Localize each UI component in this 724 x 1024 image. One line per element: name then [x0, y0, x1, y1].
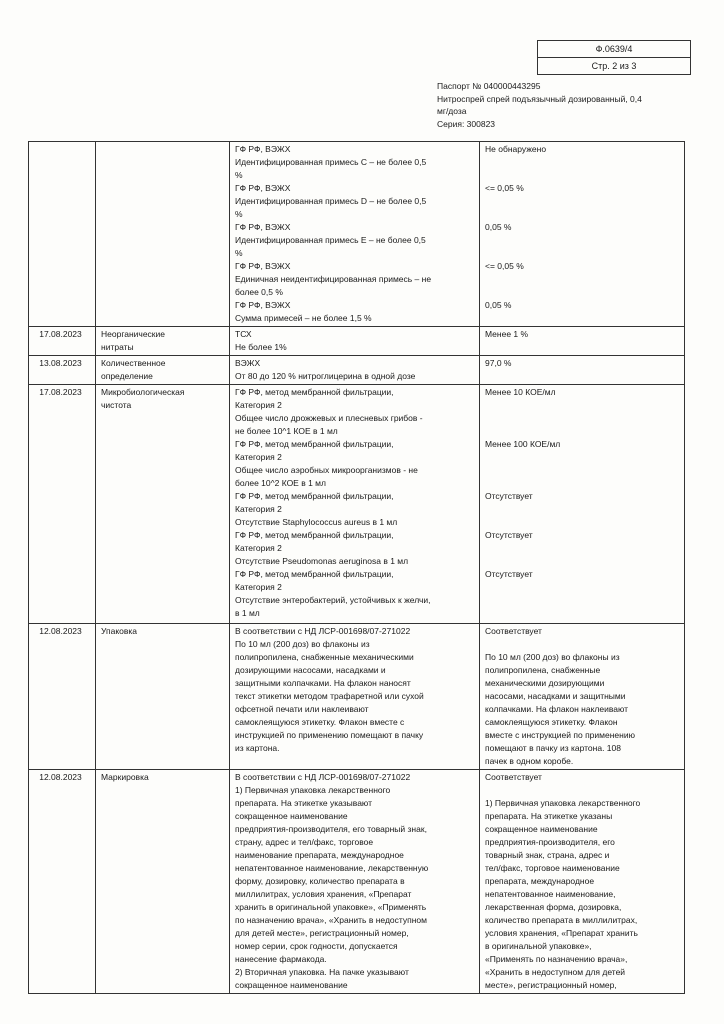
row-date: 17.08.2023: [29, 327, 96, 356]
row-test: Маркировка: [96, 770, 230, 994]
passport-header: [437, 80, 647, 130]
series-number: Серия: 300823: [437, 118, 496, 129]
row-requirement: В соответствии с НД ЛСР-001698/07-271022 По 10 мл (200 доз) во флаконы из полипропилена, снабженные механическими дозирующими насосами, насадками и защитными колпачками. На флакон наносят текст этикетки методом трафаретной или сухой офсетной печати или наклеивают самоклеящуюся этикетку. Флакон вместе с инструкцией по применению помещают в пачку из картона.: [230, 624, 480, 770]
row-requirement: В соответствии с НД ЛСР-001698/07-271022 1) Первичная упаковка лекарственного препарата. На этикетке указывают сокращенное наименование предприятия-производителя, его товарный знак, страну, адрес и тел/факс, торговое наименование препарата, международное непатентованное наименование, лекарственную форму, дозировку, количество препарата в миллилитрах, условия хранения, «Препарат хранить в оригинальной упаковке», «Применять по назначению врача», «Хранить в недоступном для детей месте», регистрационный номер, номер серии, срок годности, допускается нанесение фармакода. 2) Вторичная упаковка. На пачке указывают сокращенное наименование: [230, 770, 480, 994]
row-result: 97,0 %: [480, 356, 685, 385]
table-row: [29, 385, 685, 624]
table-row: [29, 327, 685, 356]
row-result: Соответствует По 10 мл (200 доз) во флаконы из полипропилена, снабженные механическими дозирующими насосами, насадками и защитными колпачками. На флакон наклеивают самоклеящуюся этикетку. Флакон вместе с инструкцией по применению помещают в пачку из картона. 108 пачек в одном коробе.: [480, 624, 685, 770]
table-row: [29, 356, 685, 385]
form-code-box: [537, 40, 691, 75]
row-test: Количественное определение: [96, 356, 230, 385]
table-row: [29, 770, 685, 994]
row-result: Менее 1 %: [480, 327, 685, 356]
row-date: 12.08.2023: [29, 770, 96, 994]
row-result: Менее 10 КОЕ/мл Менее 100 КОЕ/мл Отсутствует Отсутствует Отсутствует: [480, 385, 685, 624]
row-requirement: ГФ РФ, метод мембранной фильтрации, Категория 2 Общее число дрожжевых и плесневых грибов - не более 10^1 КОЕ в 1 мл ГФ РФ, метод мембранной фильтрации, Категория 2 Общее число аэробных микроорганизмов - не более 10^2 КОЕ в 1 мл ГФ РФ, метод мембранной фильтрации, Категория 2 Отсутствие Staphylococcus aureus в 1 мл ГФ РФ, метод мембранной фильтрации, Категория 2 Отсутствие Pseudomonas aeruginosa в 1 мл ГФ РФ, метод мембранной фильтрации, Категория 2 Отсутствие энтеробактерий, устойчивых к желчи, в 1 мл: [230, 385, 480, 624]
passport-number: Паспорт № 040000443295: [437, 81, 541, 91]
row-date: 13.08.2023: [29, 356, 96, 385]
row-result: Не обнаружено <= 0,05 % 0,05 % <= 0,05 % 0,05 %: [480, 142, 685, 327]
row-requirement: ВЭЖХ От 80 до 120 % нитроглицерина в одной дозе: [230, 356, 480, 385]
row-test: Упаковка: [96, 624, 230, 770]
page-number: Стр. 2 из 3: [538, 57, 690, 74]
row-test: Микробиологическая чистота: [96, 385, 230, 624]
table-row: [29, 624, 685, 770]
row-date: 12.08.2023: [29, 624, 96, 770]
analysis-table: [28, 141, 685, 994]
row-requirement: ТСХ Не более 1%: [230, 327, 480, 356]
row-result: Соответствует 1) Первичная упаковка лекарственного препарата. На этикетке указаны сокращенное наименование предприятия-производителя, его товарный знак, страна, адрес и тел/факс, торговое наименование препарата, международное непатентованное наименование, лекарственная форма, дозировка, количество препарата в миллилитрах, условия хранения, «Препарат хранить в оригинальной упаковке», «Применять по назначению врача», «Хранить в недоступном для детей месте», регистрационный номер,: [480, 770, 685, 994]
row-test: Неорганические нитраты: [96, 327, 230, 356]
row-date: 17.08.2023: [29, 385, 96, 624]
form-code: Ф.0639/4: [595, 44, 633, 54]
row-requirement: ГФ РФ, ВЭЖХ Идентифицированная примесь C – не более 0,5 % ГФ РФ, ВЭЖХ Идентифицированная примесь D – не более 0,5 % ГФ РФ, ВЭЖХ Идентифицированная примесь E – не более 0,5 % ГФ РФ, ВЭЖХ Единичная неидентифицированная примесь – не более 0,5 % ГФ РФ, ВЭЖХ Сумма примесей – не более 1,5 %: [230, 142, 480, 327]
product-name: Нитроспрей спрей подъязычный дозированный, 0,4 мг/доза: [437, 93, 642, 116]
row-date: [29, 142, 96, 327]
row-test: [96, 142, 230, 327]
table-row: [29, 142, 685, 327]
